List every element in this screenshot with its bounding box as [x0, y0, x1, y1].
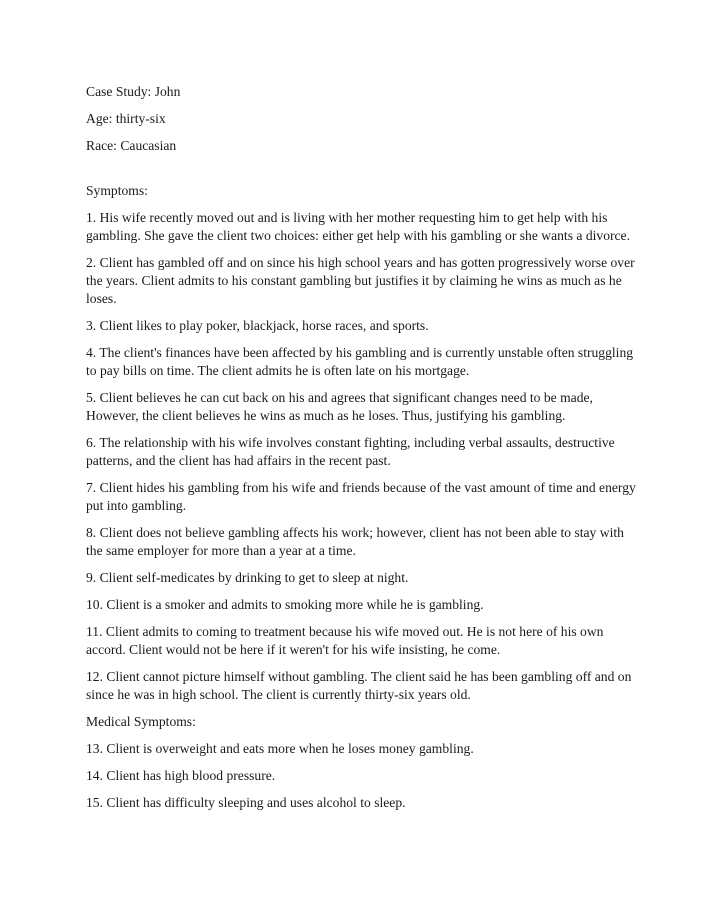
symptom-item: 6. The relationship with his wife involves constant fighting, including verbal assaults, destructive patterns, and the client has had affairs in the recent past.	[86, 435, 615, 468]
medical-symptoms-heading: Medical Symptoms:	[86, 714, 196, 729]
symptom-item: 1. His wife recently moved out and is living with her mother requesting him to get help with his gambling. She gave the client two choices: either get help with his gambling or she wants a divorce.	[86, 210, 630, 243]
race-line: Race: Caucasian	[86, 138, 177, 153]
symptom-item: 8. Client does not believe gambling affects his work; however, client has not been able to stay with the same employer for more than a year at a time.	[86, 525, 624, 558]
symptom-item: 7. Client hides his gambling from his wife and friends because of the vast amount of time and energy put into gambling.	[86, 480, 636, 513]
symptom-item: 4. The client's finances have been affected by his gambling and is currently unstable often struggling to pay bills on time. The client admits he is often late on his mortgage.	[86, 345, 634, 378]
case-study-title: Case Study: John	[86, 84, 181, 99]
medical-symptom-item: 14. Client has high blood pressure.	[86, 768, 276, 783]
medical-symptom-item: 13. Client is overweight and eats more when he loses money gambling.	[86, 741, 474, 756]
symptoms-heading: Symptoms:	[86, 183, 148, 198]
symptom-item: 11. Client admits to coming to treatment because his wife moved out. He is not here of his own accord. Client would not be here if it weren't for his wife insisting, he come.	[86, 624, 604, 657]
age-line: Age: thirty-six	[86, 111, 166, 126]
document-body	[86, 83, 642, 821]
medical-symptom-item: 15. Client has difficulty sleeping and uses alcohol to sleep.	[86, 795, 406, 810]
spacer	[86, 164, 642, 182]
symptom-item: 3. Client likes to play poker, blackjack, horse races, and sports.	[86, 318, 429, 333]
symptom-item: 2. Client has gambled off and on since his high school years and has gotten progressively worse over the years. Client admits to his constant gambling but justifies it by claiming he wins as much as he loses.	[86, 255, 635, 306]
symptom-item: 12. Client cannot picture himself without gambling. The client said he has been gambling off and on since he was in high school. The client is currently thirty-six years old.	[86, 669, 632, 702]
symptom-item: 9. Client self-medicates by drinking to get to sleep at night.	[86, 570, 409, 585]
symptom-item: 10. Client is a smoker and admits to smoking more while he is gambling.	[86, 597, 484, 612]
symptom-item: 5. Client believes he can cut back on his and agrees that significant changes need to be made, However, the client believes he wins as much as he loses. Thus, justifying his gambling.	[86, 390, 593, 423]
